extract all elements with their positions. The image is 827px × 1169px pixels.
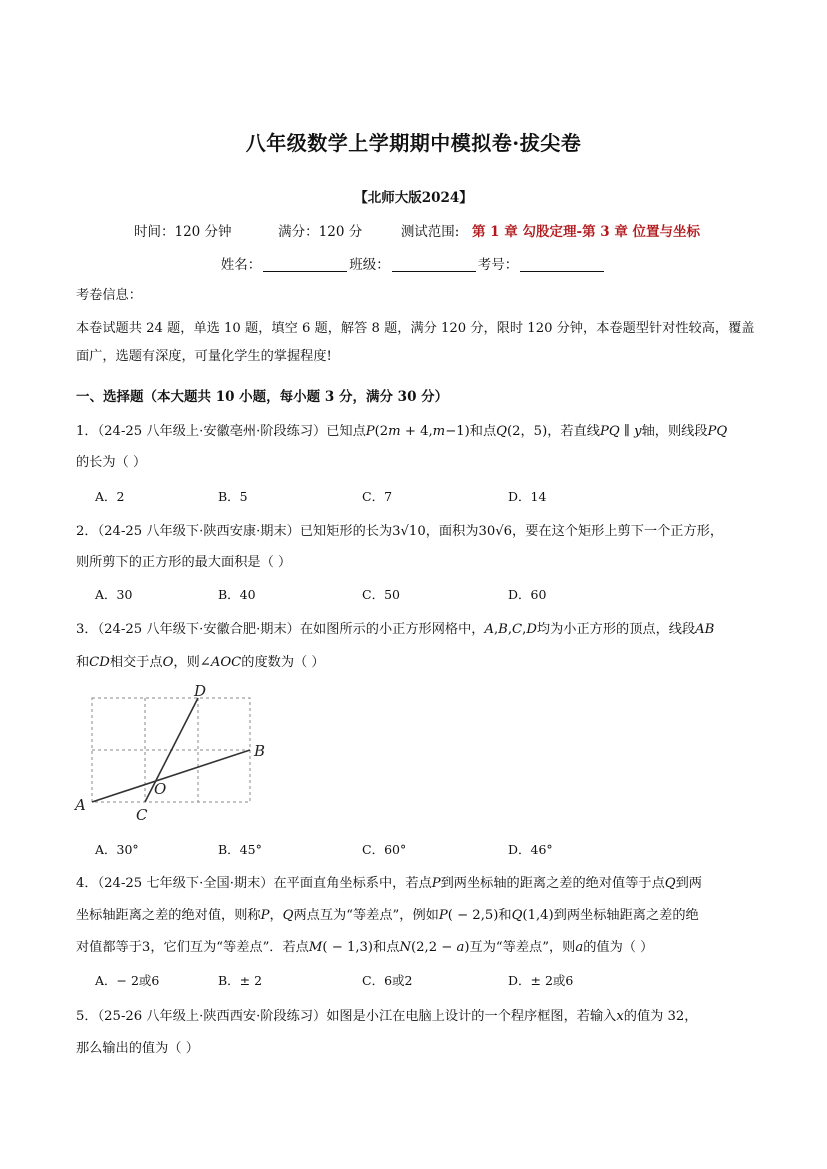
question-4-option-b[interactable]: B．± 2 [218, 973, 263, 988]
segment-ab [92, 750, 250, 802]
label-b: B [254, 742, 266, 760]
question-3-option-c[interactable]: C．60° [362, 842, 407, 857]
page-title: 八年级数学上学期期中模拟卷·拔尖卷 [245, 131, 582, 155]
id-label: 考号： [477, 257, 519, 273]
question-3-line-2: 和𝐶𝐷相交于点𝑂，则∠𝐴𝑂𝐶的度数为（ ） [76, 655, 325, 670]
question-1-line-2: 的长为（ ） [76, 455, 147, 470]
section-heading: 一、选择题（本大题共 10 小题，每小题 3 分，满分 30 分） [76, 389, 449, 405]
exam-meta-row [134, 220, 700, 240]
question-2-option-c[interactable]: C．50 [362, 587, 400, 602]
name-field[interactable] [263, 259, 347, 272]
question-1-option-c[interactable]: C．7 [362, 489, 393, 504]
id-field[interactable] [520, 259, 604, 272]
label-d: D [194, 682, 207, 700]
info-line-1: 本卷试题共 24 题，单选 10 题，填空 6 题，解答 8 题，满分 120 分，限时 120 分钟，本卷题型针对性较高，覆盖 [76, 321, 755, 336]
info-heading: 考卷信息： [76, 288, 142, 303]
class-label: 班级： [349, 257, 390, 273]
scope-value: 第 1 章 勾股定理-第 3 章 位置与坐标 [471, 224, 701, 240]
class-field[interactable] [392, 259, 476, 272]
question-3-option-d[interactable]: D．46° [508, 842, 553, 857]
time-label: 时间：120 分钟 [134, 224, 232, 240]
question-5-line-2: 那么输出的值为（ ） [76, 1041, 199, 1056]
question-4-line-1: 4．（24-25 七年级下·全国·期末）在平面直角坐标系中，若点𝑃到两坐标轴的距离之差的绝对值等于点𝑄到两 [76, 876, 702, 891]
question-3-option-a[interactable]: A．30° [95, 842, 139, 857]
student-info-row [0, 253, 827, 273]
label-a: A [75, 796, 86, 814]
question-1-option-b[interactable]: B．5 [218, 489, 248, 504]
question-4-option-a[interactable]: A．− 2或6 [95, 973, 160, 988]
grid-figure [70, 680, 280, 825]
question-3-option-b[interactable]: B．45° [218, 842, 262, 857]
score-label: 满分：120 分 [278, 224, 363, 240]
question-2-option-a[interactable]: A．30 [95, 587, 133, 602]
question-4-line-3: 对值都等于3，它们互为“等差点”．若点𝑀( − 1,3)和点𝑁(2,2 − 𝑎)互为“等差点”，则𝑎的值为（ ） [76, 940, 654, 955]
name-label: 姓名： [220, 257, 262, 273]
info-line-2: 面广，选题有深度，可量化学生的掌握程度! [76, 349, 332, 364]
question-4-option-d[interactable]: D．± 2或6 [508, 973, 574, 988]
label-c: C [136, 806, 148, 824]
question-3-line-1: 3．（24-25 八年级下·安徽合肥·期末）在如图所示的小正方形网格中，𝐴,𝐵,𝐶,𝐷均为小正方形的顶点，线段𝐴𝐵 [76, 622, 715, 637]
question-2-line-1: 2．（24-25 八年级下·陕西安康·期末）已知矩形的长为3√10，面积为30√6，要在这个矩形上剪下一个正方形， [76, 524, 724, 539]
question-2-line-2: 则所剪下的正方形的最大面积是（ ） [76, 555, 292, 570]
question-4-line-2: 坐标轴距离之差的绝对值，则称𝑃，𝑄两点互为“等差点”，例如𝑃( − 2,5)和𝑄(1,4)到两坐标轴距离之差的绝 [76, 908, 699, 923]
label-o: O [154, 780, 167, 798]
edition-label: 【北师大版2024】 [354, 190, 473, 206]
question-4-option-c[interactable]: C．6或2 [362, 973, 413, 988]
question-1-option-d[interactable]: D．14 [508, 489, 547, 504]
question-1-option-a[interactable]: A．2 [95, 489, 125, 504]
question-5-line-1: 5．（25-26 八年级上·陕西西安·阶段练习）如图是小江在电脑上设计的一个程序框图，若输入𝑥的值为 32， [76, 1009, 698, 1024]
question-2-option-b[interactable]: B．40 [218, 587, 256, 602]
question-1-line-1: 1．（24-25 八年级上·安徽亳州·阶段练习）已知点𝑃(2𝑚 + 4,𝑚−1)和点𝑄(2，5)，若直线𝑃𝑄 ∥ 𝑦轴，则线段𝑃𝑄 [76, 424, 728, 439]
question-2-option-d[interactable]: D．60 [508, 587, 547, 602]
scope-label: 测试范围: [400, 224, 460, 240]
